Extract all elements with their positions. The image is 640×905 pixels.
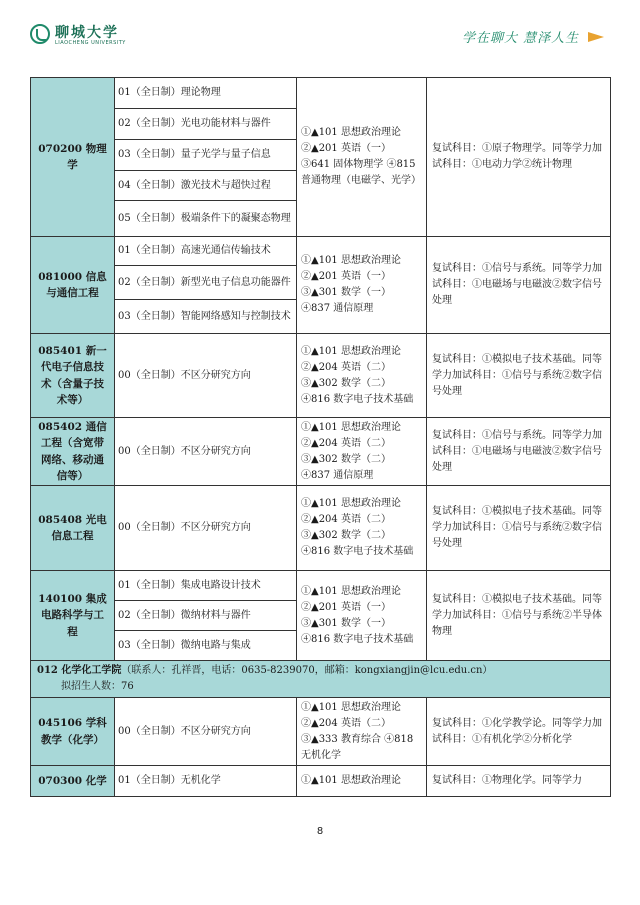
page-header (0, 0, 640, 70)
retest-cell: 复试科目：①信号与系统。同等学力加试科目：①电磁场与电磁波②数字信号处理 (427, 418, 611, 486)
table-row (31, 78, 611, 109)
direction-cell: 02（全日制）光电功能材料与器件 (115, 109, 297, 140)
logo-text: 聊城大学 (55, 25, 119, 41)
direction-cell: 00（全日制）不区分研究方向 (115, 698, 297, 766)
table-row (31, 334, 611, 418)
major-cell: 085401 新一代电子信息技术（含量子技术等） (31, 334, 115, 418)
direction-cell: 04（全日制）激光技术与超快过程 (115, 171, 297, 201)
university-logo-icon (30, 24, 50, 44)
retest-cell: 复试科目：①模拟电子技术基础。同等学力加试科目：①信号与系统②半导体物理 (427, 571, 611, 661)
retest-cell: 复试科目：①原子物理学。同等学力加试科目：①电动力学②统计物理 (427, 78, 611, 237)
table-row (31, 766, 611, 797)
direction-cell: 02（全日制）新型光电子信息功能器件 (115, 266, 297, 300)
major-cell: 045106 学科教学（化学） (31, 698, 115, 766)
direction-cell: 01（全日制）理论物理 (115, 78, 297, 109)
college-header-cell (31, 661, 611, 698)
direction-cell: 05（全日制）极端条件下的凝聚态物理 (115, 201, 297, 237)
direction-cell: 01（全日制）集成电路设计技术 (115, 571, 297, 601)
direction-cell: 03（全日制）微纳电路与集成 (115, 631, 297, 661)
direction-cell: 00（全日制）不区分研究方向 (115, 418, 297, 486)
table-row (31, 486, 611, 571)
direction-cell: 03（全日制）量子光学与量子信息 (115, 140, 297, 171)
table-row (31, 237, 611, 266)
major-cell: 085408 光电信息工程 (31, 486, 115, 571)
retest-cell: 复试科目：①信号与系统。同等学力加试科目：①电磁场与电磁波②数字信号处理 (427, 237, 611, 334)
logo-english-text: LIAOCHENG UNIVERSITY (55, 40, 126, 46)
college-header-row (31, 661, 611, 698)
major-cell: 070300 化学 (31, 766, 115, 797)
major-cell: 085402 通信工程（含宽带网络、移动通信等） (31, 418, 115, 486)
admissions-table (30, 77, 611, 797)
exam-cell: ①▲101 思想政治理论 ②▲201 英语（一） ③▲301 数学（一） ④816 数字电子技术基础 (297, 571, 427, 661)
table-row (31, 571, 611, 601)
retest-cell: 复试科目：①化学教学论。同等学力加试科目：①有机化学②分析化学 (427, 698, 611, 766)
exam-cell: ①▲101 思想政治理论 (297, 766, 427, 797)
page-number: 8 (316, 826, 324, 837)
retest-cell: 复试科目：①模拟电子技术基础。同等学力加试科目：①信号与系统②数字信号处理 (427, 486, 611, 571)
table-row (31, 698, 611, 766)
exam-cell: ①▲101 思想政治理论 ②▲204 英语（二） ③▲302 数学（二） ④816 数字电子技术基础 (297, 334, 427, 418)
exam-cell: ①▲101 思想政治理论 ②▲201 英语（一） ③641 固体物理学 ④815 普通物理（电磁学、光学） (297, 78, 427, 237)
direction-cell: 00（全日制）不区分研究方向 (115, 334, 297, 418)
college-contact: （联系人：孔祥晋，电话：0635-8239070，邮箱：kongxiangjin@lcu.edu.cn） (121, 665, 493, 676)
direction-cell: 00（全日制）不区分研究方向 (115, 486, 297, 571)
college-quota: 拟招生人数：76 (61, 681, 134, 692)
major-cell: 140100 集成电路科学与工程 (31, 571, 115, 661)
exam-cell: ①▲101 思想政治理论 ②▲204 英语（二） ③▲302 数学（二） ④816 数字电子技术基础 (297, 486, 427, 571)
college-name: 012 化学化工学院 (37, 665, 122, 676)
paper-plane-icon (588, 32, 604, 42)
exam-cell: ①▲101 思想政治理论 ②▲201 英语（一） ③▲301 数学（一） ④837 通信原理 (297, 237, 427, 334)
direction-cell: 03（全日制）智能网络感知与控制技术 (115, 300, 297, 334)
major-cell: 070200 物理学 (31, 78, 115, 237)
direction-cell: 02（全日制）微纳材料与器件 (115, 601, 297, 631)
retest-cell: 复试科目：①模拟电子技术基础。同等学力加试科目：①信号与系统②数字信号处理 (427, 334, 611, 418)
motto: 学在聊大 慧泽人生 (462, 31, 580, 46)
direction-cell: 01（全日制）无机化学 (115, 766, 297, 797)
table-row (31, 418, 611, 486)
exam-cell: ①▲101 思想政治理论 ②▲204 英语（二） ③▲333 教育综合 ④818 无机化学 (297, 698, 427, 766)
exam-cell: ①▲101 思想政治理论 ②▲204 英语（二） ③▲302 数学（二） ④837 通信原理 (297, 418, 427, 486)
retest-cell: 复试科目：①物理化学。同等学力 (427, 766, 611, 797)
major-cell: 081000 信息与通信工程 (31, 237, 115, 334)
direction-cell: 01（全日制）高速光通信传输技术 (115, 237, 297, 266)
